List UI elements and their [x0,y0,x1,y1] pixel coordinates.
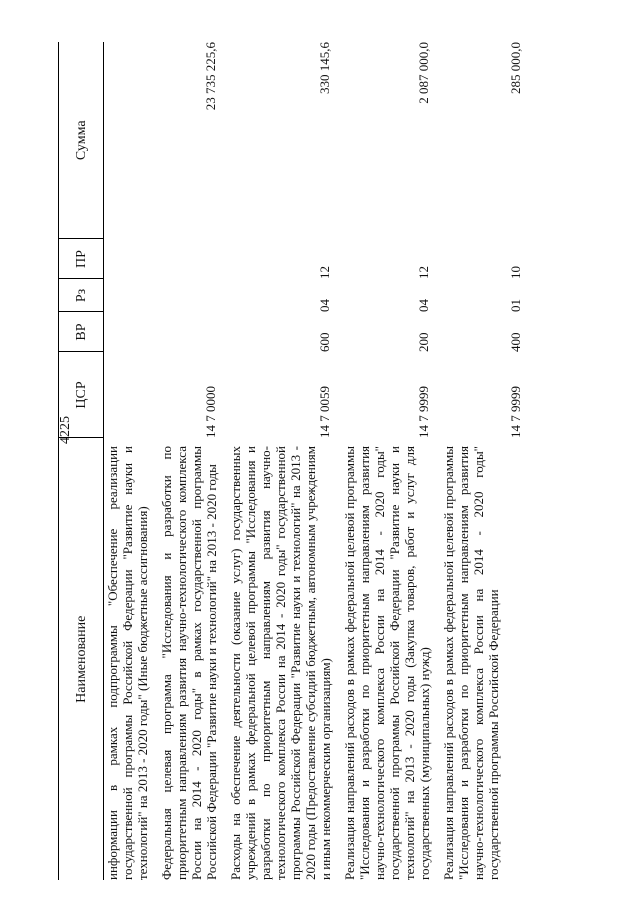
row-csr [104,352,151,438]
row-name: Расходы на обеспечение деятельности (оказание услуг) государственных учреждений в рамках федеральной целевой программы "Исследования и разработки по приоритетным направлениям развития научно-технологического комплекса России на 2014 - 2020 годы" государственной программы Российской Федерации "Развитие науки и технологий" на 2013 - 2020 годы (Предоставление субсидий бюджетным, автономным учреждениям и иным некоммерческим организациям) [228,446,333,880]
row-rz: 04 [416,299,431,312]
row-vr: 400 [508,332,523,352]
row-sum: 285 000,0 [508,42,523,94]
header-rz: Рз [59,279,104,312]
table-row [432,42,524,880]
header-vr: ВР [59,312,104,352]
table-header-row [59,42,104,880]
header-sum: Сумма [59,42,104,239]
header-pr: ПР [59,239,104,279]
row-pr [104,239,151,279]
row-rz [104,279,151,312]
row-csr: 14 7 9999 [416,386,431,438]
table-row [104,42,151,880]
table-row [150,42,219,880]
header-csr: ЦСР [59,352,104,438]
row-name: Реализация направлений расходов в рамках федеральной целевой программы "Исследования и разработки по приоритетным направлениям развития научно-технологического комплекса России на 2014 - 2020 годы" государственной программы Российской Федерации "Развитие науки и технологий" на 2013 - 2020 годы (Закупка товаров, работ и услуг для государственных (муниципальных) нужд) [342,446,432,880]
row-csr: 14 7 0000 [203,386,218,438]
row-pr: 12 [317,266,332,279]
row-vr [150,312,219,352]
rotated-page-content [58,42,604,880]
row-rz [150,279,219,312]
page-number: 4225 [58,416,73,444]
row-vr [104,312,151,352]
budget-table [58,42,524,880]
row-rz: 01 [508,299,523,312]
row-name: Федеральная целевая программа "Исследования и разработки по приоритетным направлениям развития научно-технологического комплекса России на 2014 - 2020 годы" в рамках государственной программы Российской Федерации "Развитие науки и технологий" на 2013 - 2020 годы [159,446,219,880]
row-vr: 600 [317,332,332,352]
row-sum [104,42,151,239]
row-vr: 200 [416,332,431,352]
table-row [219,42,333,880]
row-rz: 04 [317,299,332,312]
row-name: Реализация направлений расходов в рамках федеральной целевой программы "Исследования и разработки по приоритетным направлениям развития научно-технологического комплекса России на 2014 - 2020 годы" государственной программы Российской Федерации [441,446,501,880]
row-csr: 14 7 0059 [317,386,332,438]
row-pr: 12 [416,266,431,279]
row-csr: 14 7 9999 [508,386,523,438]
row-sum: 23 735 225,6 [203,42,218,111]
row-name: информации в рамках подпрограммы "Обеспечение реализации государственной программы Российской Федерации "Развитие науки и технологий" на 2013 - 2020 годы" (Иные бюджетные ассигнования) [105,446,150,880]
header-name: Наименование [59,438,104,880]
table-row [333,42,432,880]
row-sum: 2 087 000,0 [416,42,431,104]
row-pr: 10 [508,266,523,279]
row-pr [150,239,219,279]
row-sum: 330 145,6 [317,42,332,94]
